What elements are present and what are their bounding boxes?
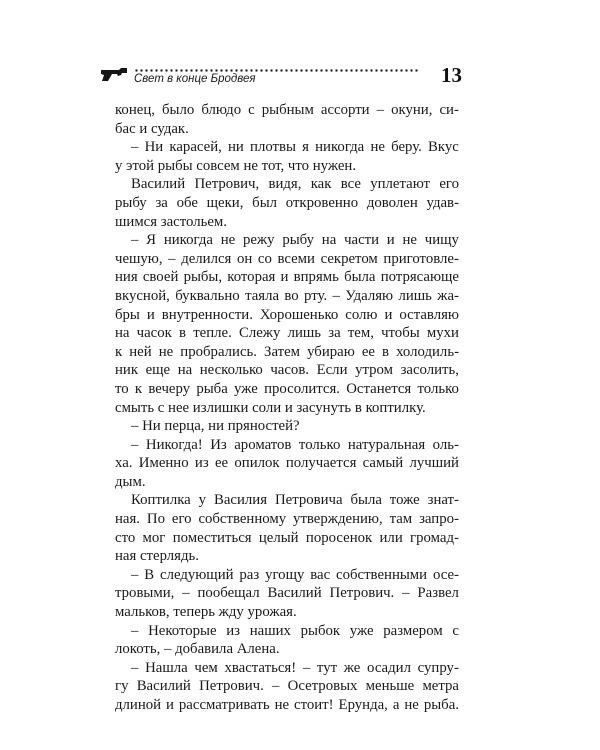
- text-line: вкусной, буквально таяла во рту. – Удаляю лишь жа-: [115, 287, 459, 304]
- text-line: у этой рыбы совсем не тот, что нужен.: [115, 157, 357, 174]
- text-line: ная стерлядь.: [115, 548, 199, 565]
- text-line: ная. По его собственному утверждению, там запро-: [115, 511, 459, 528]
- text-line: ник еще на несколько часов. Если утром засолить,: [115, 362, 459, 379]
- text-line: мальков, теперь жду урожая.: [115, 604, 297, 621]
- text-line: локоть, – добавила Алена.: [115, 641, 280, 658]
- revolver-icon: [100, 68, 128, 82]
- text-line: бры и внутренности. Хорошенько солю и оставляю: [115, 306, 459, 323]
- text-line: – Некоторые из наших рыбок уже размером с: [131, 622, 459, 639]
- text-line: чешую, – делился он со всеми секретом приготовле-: [115, 250, 459, 267]
- text-line: на часок в тепле. Слежу лишь за тем, чтобы мухи: [115, 325, 459, 342]
- text-line: конец, было блюдо с рыбным ассорти – окуни, си-: [115, 102, 459, 118]
- text-line: смыть с нее излишки соли и засунуть в коптилку.: [115, 399, 426, 416]
- text-line: – Никогда! Из ароматов только натуральная оль-: [131, 436, 459, 453]
- text-line: рыбу за обе щеки, был откровенно доволен удав-: [115, 194, 459, 211]
- text-line: – Нашла чем хвастаться! – тут же осадил супру-: [131, 659, 459, 676]
- body-text: [115, 101, 459, 715]
- text-line: бас и судак.: [115, 120, 189, 137]
- running-header: [98, 64, 462, 88]
- text-line: гу Василий Петрович. – Осетровых меньше метра: [115, 678, 459, 695]
- text-line: Коптилка у Василия Петровича была тоже знат-: [131, 492, 459, 509]
- text-line: сто мог поместиться целый поросенок или громад-: [115, 529, 459, 546]
- text-line: – Я никогда не режу рыбу на части и не чищу: [131, 232, 459, 249]
- text-line: – Ни карасей, ни плотвы я никогда не беру. Вкус: [131, 139, 459, 156]
- text-line: – В следующий раз угощу вас собственными осе-: [131, 566, 459, 583]
- dotted-rule: [134, 69, 418, 72]
- text-line: дым.: [115, 473, 146, 490]
- text-line: Василий Петрович, видя, как все уплетают его: [131, 176, 459, 193]
- text-line: к ней не пробрались. Затем убираю ее в холодиль-: [115, 343, 459, 360]
- text-line: тровыми, – пообещал Василий Петрович. – Развел: [115, 585, 459, 602]
- text-line: то к вечеру рыба уже просолится. Останется только: [115, 380, 459, 397]
- running-title: Свет в конце Бродвея: [134, 73, 256, 85]
- page-number: 13: [441, 63, 462, 87]
- text-line: длиной и рассматривать не стоит! Ерунда, а не рыба.: [115, 697, 459, 713]
- text-line: шимся застольем.: [115, 213, 227, 230]
- text-line: – Ни перца, ни пряностей?: [131, 418, 300, 435]
- text-line: ния своей рыбы, которая и впрямь была потрясающе: [115, 269, 459, 286]
- text-line: ха. Именно из ее опилок получается самый лучший: [115, 455, 459, 472]
